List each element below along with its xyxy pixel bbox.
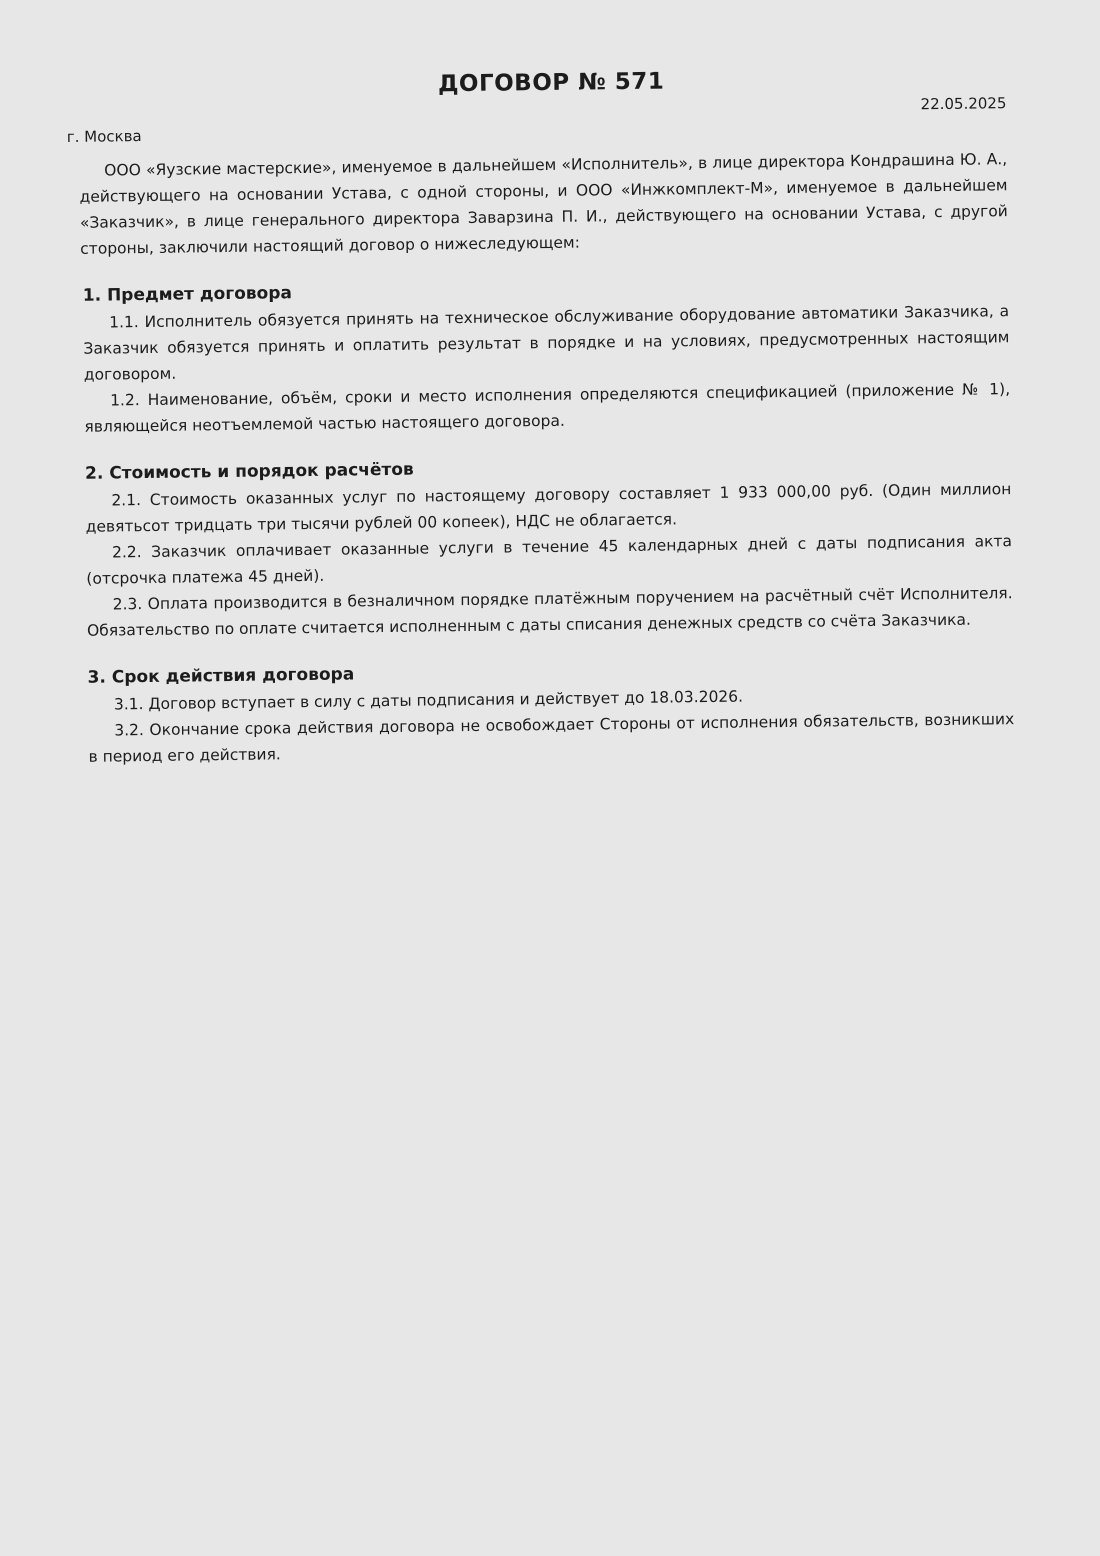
clause-3-1: 3.1. Договор вступает в силу с даты подписания и действует до 18.03.2026. xyxy=(113,687,744,714)
document-date: 22.05.2025 xyxy=(920,94,1007,114)
section-title: 1. Предмет договора xyxy=(82,283,293,306)
section-subject xyxy=(83,272,1011,440)
clause-3-2: 3.2. Окончание срока действия договора не освобождает Стороны от исполнения обязательств, возникших в период его действия. xyxy=(88,710,1015,766)
clause-1-2: 1.2. Наименование, объём, сроки и место исполнения определяются спецификацией (приложение № 1), являющейся неотъемлемой частью настоящего договора. xyxy=(84,380,1011,436)
section-title: 2. Стоимость и порядок расчётов xyxy=(84,459,414,484)
section-cost xyxy=(85,450,1013,644)
clause-2-2: 2.2. Заказчик оплачивает оказанные услуги в течение 45 календарных дней с даты подписания акта (отсрочка платежа 45 дней). xyxy=(86,532,1013,588)
document-title: ДОГОВОР № 571 xyxy=(437,68,665,98)
section-term xyxy=(87,654,1014,770)
clause-1-1: 1.1. Исполнитель обязуется принять на техническое обслуживание оборудование автоматики Заказчика, а Заказчик обязуется принять и оплатить результат в порядке и на условиях, предусмотренных настоящим договором. xyxy=(83,302,1010,384)
section-title: 3. Срок действия договора xyxy=(87,664,355,688)
document-city: г. Москва xyxy=(66,127,142,146)
preamble-paragraph: ООО «Яузские мастерские», именуемое в дальнейшем «Исполнитель», в лице директора Кондрашина Ю. А., действующего на основании Устава, с одной стороны, и ООО «Инжкомплект-М», именуемое в дальнейшем «Заказчик», в лице генерального директора Заварзина П. И., действующего на основании Устава, с другой стороны, заключили настоящий договор о нижеследующем: xyxy=(79,150,1008,258)
clause-2-3: 2.3. Оплата производится в безналичном порядке платёжным поручением на расчётный счёт Исполнителя. Обязательство по оплате считается исполненным с даты списания денежных средств со счёта Заказчика. xyxy=(86,584,1013,640)
clause-2-1: 2.1. Стоимость оказанных услуг по настоящему договору составляет 1 933 000,00 руб. (Один миллион девятьсот тридцать три тысячи рублей 00 копеек), НДС не облагается. xyxy=(85,480,1012,536)
contract-document xyxy=(66,60,1015,770)
